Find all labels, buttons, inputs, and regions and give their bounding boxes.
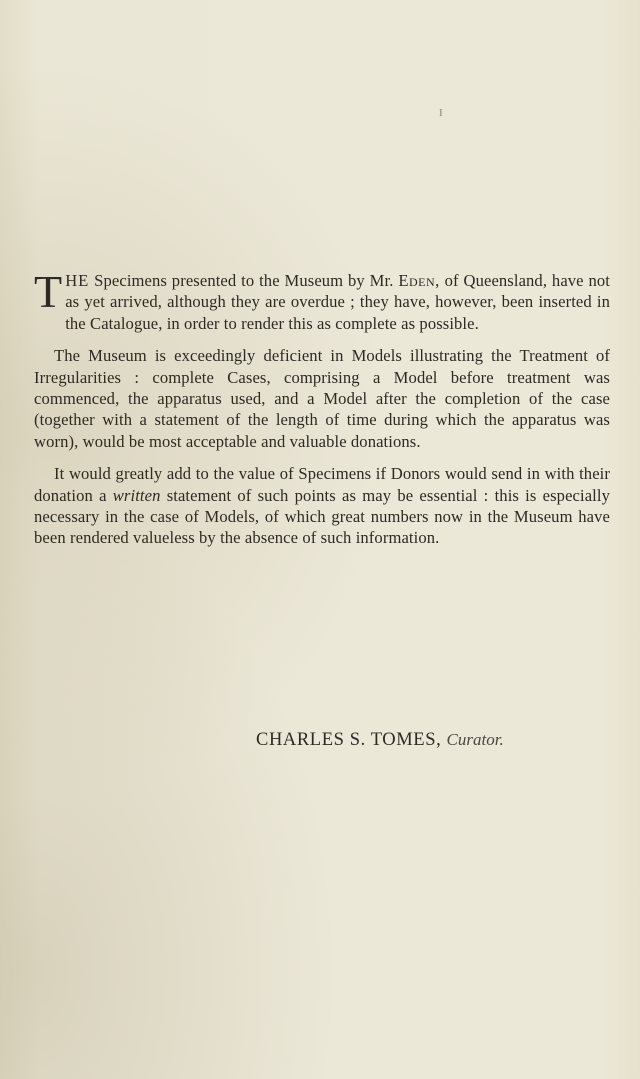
paragraph-models: The Museum is exceedingly deficient in Models illustrating the Treatment of Irregularities : complete Cases, comprising a Model before treatment was commenced, the apparatus used, and a Model after the completion of the case (together with a statement of the length of time during which the apparatus was worn), would be most acceptable and valuable donations. xyxy=(34,346,610,451)
signature-role: Curator. xyxy=(446,730,504,749)
paragraph-text: Specimens presented to the Museum by Mr. xyxy=(89,271,399,290)
folio-mark: I xyxy=(439,107,443,119)
signature-name: CHARLES S. TOMES, xyxy=(256,730,442,750)
body-text xyxy=(34,266,610,560)
paragraph-lead: HE xyxy=(65,271,90,290)
donor-name: Eden, xyxy=(398,271,440,290)
paragraph-specimens xyxy=(34,266,610,334)
drop-cap: T xyxy=(34,266,63,317)
signature xyxy=(256,730,504,751)
paragraph-text: It would greatly add to the value of Specimens if Donors would send in with their donation a xyxy=(34,464,610,505)
paragraph-text: statement of such points as may be essential : this is especially necessary in the case of Models, of which great numbers now in the Museum have been rendered valueless by the absence of such information. xyxy=(34,485,610,548)
paragraph-text: of Queensland, have not as yet arrived, although they are overdue ; they have, however, been inserted in the Catalogue, in order to render this as complete as possible. xyxy=(65,271,610,333)
emphasis-written: written xyxy=(112,485,161,505)
paragraph-donors xyxy=(34,463,610,549)
